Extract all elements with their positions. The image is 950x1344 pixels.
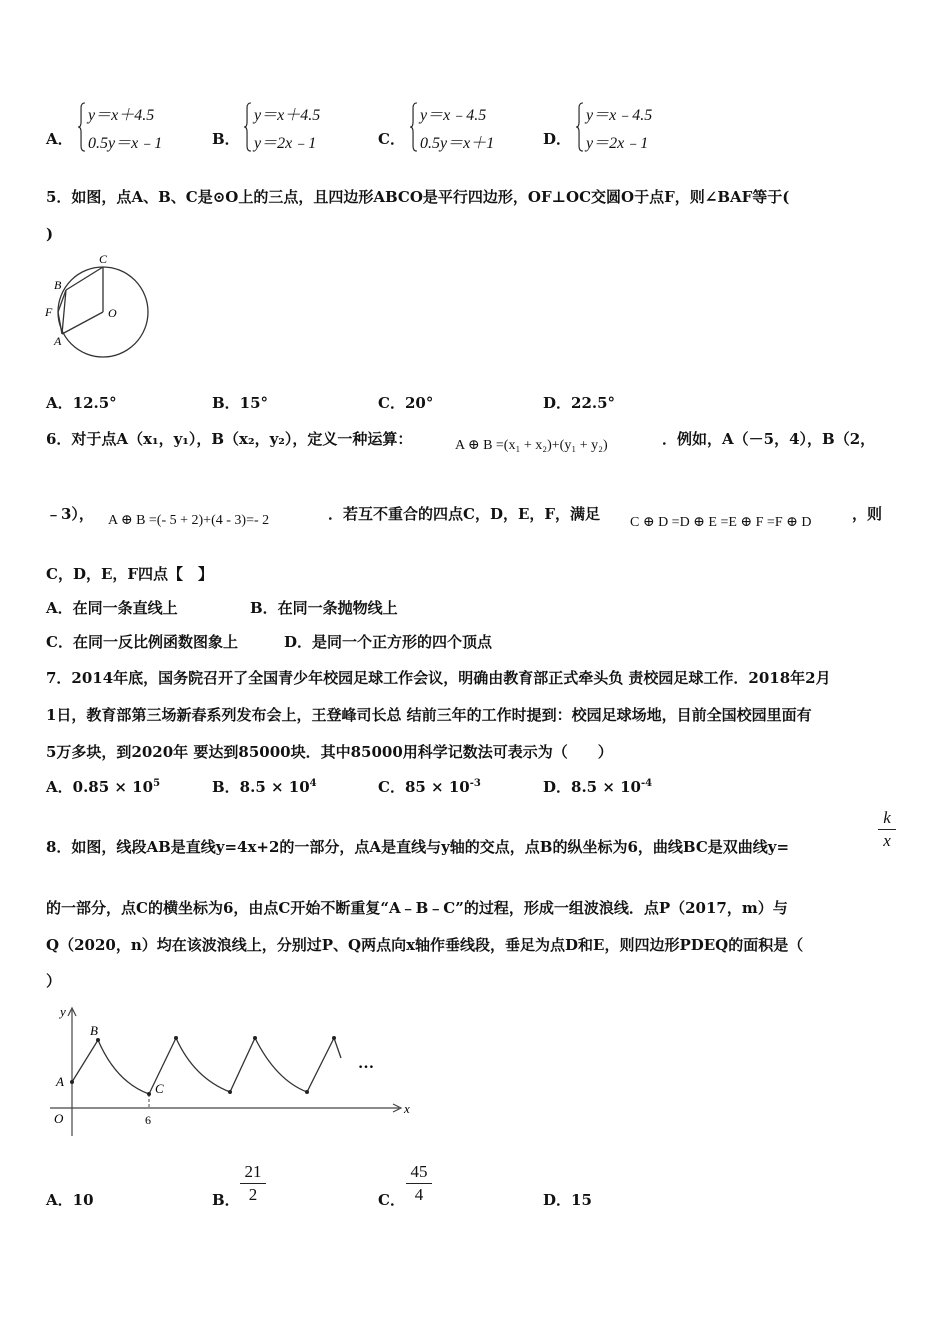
label-b: B bbox=[54, 278, 62, 292]
q8-fraction-k-over-x bbox=[878, 808, 896, 851]
fraction-bar bbox=[240, 1183, 266, 1184]
point-c bbox=[147, 1092, 151, 1096]
q6-option-d: D．是同一个正方形的四个顶点 bbox=[284, 633, 493, 651]
q7-option-c-base: C．85 × 10 bbox=[378, 778, 470, 796]
q4-option-c-label: C． bbox=[378, 130, 405, 148]
q6-formula-definition: A ⊕ B =(x₁ + x₂)+(y₁ + y₂) bbox=[455, 438, 608, 453]
q7-option-a-base: A．0.85 × 10 bbox=[46, 778, 154, 796]
q8-stem-line4: ） bbox=[46, 972, 62, 990]
q8-option-c-fraction bbox=[406, 1162, 432, 1205]
q5-stem-line1: 5．如图，点A、B、C是⊙O上的三点，且四边形ABCO是平行四边形，OF⊥OC交圆O于点F，则∠BAF等于( bbox=[46, 188, 790, 206]
brace-icon bbox=[576, 102, 584, 152]
label-a: A bbox=[56, 1074, 64, 1089]
q7-option-d-base: D．8.5 × 10 bbox=[543, 778, 641, 796]
label-c: C bbox=[155, 1081, 164, 1096]
point-peak-2 bbox=[174, 1036, 178, 1040]
q5-option-d: D．22.5° bbox=[543, 394, 616, 412]
brace-icon bbox=[410, 102, 418, 152]
q7-stem-line1: 7．2014年底，国务院召开了全国青少年校园足球工作会议，明确由教育部正式牵头负 责校园足球工作．2018年2月 bbox=[46, 669, 831, 687]
point-b bbox=[96, 1038, 100, 1042]
segment-fa bbox=[58, 312, 62, 334]
q4-a-eq1: y＝x＋4.5 bbox=[88, 107, 155, 124]
q8-stem-line2: 的一部分，点C的横坐标为6，由点C开始不断重复“A﹣B﹣C”的过程，形成一组波浪线．点P（2017，m）与 bbox=[46, 899, 788, 917]
q7-option-c-exponent: -3 bbox=[469, 778, 481, 789]
q6-formula-condition: C ⊕ D =D ⊕ E =E ⊕ F =F ⊕ D bbox=[630, 515, 812, 530]
q4-option-d-label: D． bbox=[543, 130, 572, 148]
q5-option-b: B．15° bbox=[212, 394, 269, 412]
brace-icon bbox=[78, 102, 86, 152]
q7-option-b-exponent: 4 bbox=[309, 778, 317, 789]
label-a: A bbox=[54, 334, 62, 348]
fraction-denominator: 2 bbox=[248, 1185, 258, 1204]
q6-option-c: C．在同一反比例函数图象上 bbox=[46, 633, 238, 651]
q7-option-b-base: B．8.5 × 10 bbox=[212, 778, 310, 796]
q4-c-eq1: y＝x﹣4.5 bbox=[420, 107, 487, 124]
q7-option-d bbox=[543, 776, 652, 797]
point-peak-4 bbox=[332, 1036, 336, 1040]
q7-option-b bbox=[212, 776, 317, 797]
q7-stem-line2: 1日，教育部第三场新春系列发布会上，王登峰司长总 结前三年的工作时提到：校园足球场地，目前全国校园里面有 bbox=[46, 706, 812, 724]
q5-stem-line2: ) bbox=[46, 225, 54, 243]
label-c: C bbox=[99, 252, 108, 266]
q4-b-eq2: y＝2x﹣1 bbox=[254, 135, 317, 152]
q6-stem-part1: 6．对于点A（x₁，y₁），B（x₂，y₂），定义一种运算： bbox=[46, 430, 413, 448]
q8-option-b-label: B． bbox=[212, 1191, 240, 1209]
q8-option-c-label: C． bbox=[378, 1191, 405, 1209]
q7-option-a bbox=[46, 776, 160, 797]
label-b: B bbox=[90, 1023, 98, 1038]
label-x: x bbox=[404, 1101, 410, 1116]
q8-option-b-fraction bbox=[240, 1162, 266, 1205]
q8-stem-line1: 8．如图，线段AB是直线y=4x+2的一部分，点A是直线与y轴的交点，点B的纵坐标为6，曲线BC是双曲线y= bbox=[46, 838, 790, 856]
q7-option-a-exponent: 5 bbox=[153, 778, 161, 789]
brace-icon bbox=[244, 102, 252, 152]
q8-wave-figure bbox=[44, 1000, 424, 1140]
q5-option-c: C．20° bbox=[378, 394, 434, 412]
q6-stem-part3: ﹣3）， bbox=[46, 505, 94, 523]
label-origin: O bbox=[54, 1111, 64, 1126]
label-ellipsis: … bbox=[358, 1055, 374, 1072]
label-y: y bbox=[60, 1004, 66, 1019]
fraction-numerator: 45 bbox=[410, 1162, 428, 1181]
q4-c-eq2: 0.5y＝x＋1 bbox=[420, 135, 495, 152]
label-f: F bbox=[45, 305, 53, 319]
q8-stem-line3: Q（2020，n）均在该波浪线上，分别过P、Q两点向x轴作垂线段，垂足为点D和E，则四边形PDEQ的面积是（ bbox=[46, 936, 804, 954]
point-trough-3 bbox=[305, 1090, 309, 1094]
q4-option-b-label: B． bbox=[212, 130, 240, 148]
segment-ao bbox=[62, 312, 103, 334]
point-trough-2 bbox=[228, 1090, 232, 1094]
q7-option-c bbox=[378, 776, 481, 797]
point-peak-3 bbox=[253, 1036, 257, 1040]
wave-line bbox=[72, 1038, 341, 1094]
fraction-denominator: 4 bbox=[414, 1185, 424, 1204]
q6-option-b: B．在同一条抛物线上 bbox=[250, 599, 398, 617]
q4-option-a-label: A． bbox=[46, 130, 73, 148]
q7-option-d-exponent: -4 bbox=[641, 778, 653, 789]
fraction-denominator: x bbox=[883, 831, 891, 850]
q5-circle-figure bbox=[42, 252, 154, 360]
fraction-numerator: 21 bbox=[244, 1162, 262, 1181]
q4-a-eq2: 0.5y＝x﹣1 bbox=[88, 135, 163, 152]
fraction-numerator: k bbox=[883, 808, 891, 827]
q8-option-a: A．10 bbox=[46, 1191, 94, 1209]
fraction-bar bbox=[406, 1183, 432, 1184]
q5-option-a: A．12.5° bbox=[46, 394, 117, 412]
q6-stem-part6: C，D，E，F四点【 】 bbox=[46, 565, 214, 583]
q6-formula-example: A ⊕ B =(- 5 + 2)+(4 - 3)=- 2 bbox=[108, 513, 270, 528]
fraction-bar bbox=[878, 829, 896, 830]
q8-option-d: D．15 bbox=[543, 1191, 592, 1209]
q6-option-a: A．在同一条直线上 bbox=[46, 599, 178, 617]
label-o: O bbox=[108, 306, 117, 320]
q4-d-eq1: y＝x﹣4.5 bbox=[586, 107, 653, 124]
q6-stem-part4: ．若互不重合的四点C，D，E，F，满足 bbox=[328, 505, 601, 523]
label-six: 6 bbox=[145, 1113, 151, 1127]
q6-stem-part5: ，则 bbox=[852, 505, 883, 523]
point-a bbox=[70, 1080, 74, 1084]
q6-stem-part2: ．例如，A（－5，4），B（2， bbox=[662, 430, 876, 448]
q4-d-eq2: y＝2x﹣1 bbox=[586, 135, 649, 152]
q4-b-eq1: y＝x＋4.5 bbox=[254, 107, 321, 124]
q7-stem-line3: 5万多块，到2020年 要达到85000块．其中85000用科学记数法可表示为（ ） bbox=[46, 743, 613, 761]
